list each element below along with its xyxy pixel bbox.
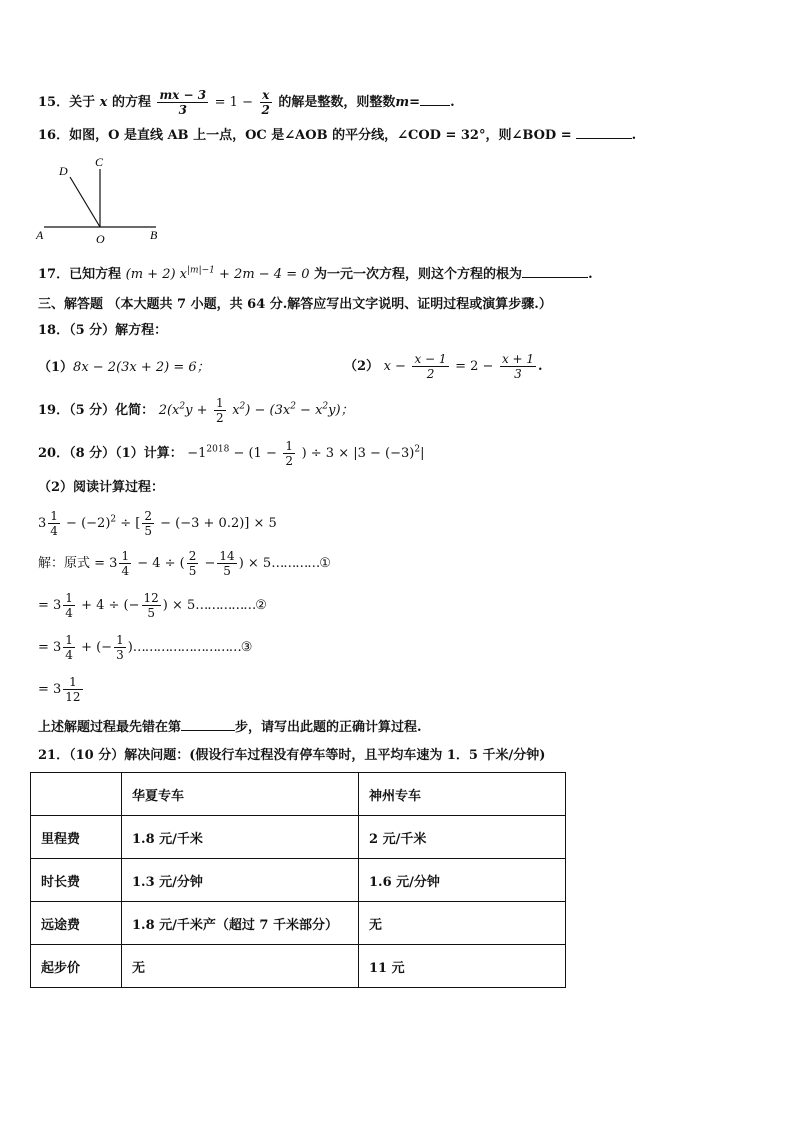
section-3-header: 三、解答题 （本大题共 7 小题，共 64 分.解答应写出文字说明、证明过程或演算步骤.） <box>38 297 552 312</box>
table-row <box>31 816 566 859</box>
angle-figure <box>34 155 164 245</box>
table-cell: 1.6 元/分钟 <box>359 859 566 902</box>
answer-blank <box>181 718 235 731</box>
question-number: 15． <box>38 95 70 110</box>
table-header-cell: 华夏专车 <box>122 773 359 816</box>
row-label: 里程费 <box>31 816 122 859</box>
table-row <box>31 902 566 945</box>
fraction: $\frac{x + 1}{3}$ <box>501 352 535 381</box>
table-header-cell: 神州专车 <box>359 773 566 816</box>
fraction: $\frac{1}{4}$ <box>65 633 73 662</box>
fee-table <box>30 772 566 988</box>
table-cell: 2 元/千米 <box>359 816 566 859</box>
fraction: $\frac{1}{2}$ <box>285 439 294 468</box>
fraction: $\frac{1}{12}$ <box>65 675 81 704</box>
label-c: C <box>95 155 104 169</box>
fraction: $\frac{x - 1}{2}$ <box>414 352 447 381</box>
table-row <box>31 945 566 988</box>
fraction: $\frac{1}{4}$ <box>65 591 73 620</box>
label-d: D <box>59 164 68 178</box>
question-20: 20．（8 分）（1）计算： $-1^{2018} - (1$ − $\frac{1}{2}$ ) ÷ $3 \times |3 - (-3)^2|$ <box>38 439 425 468</box>
fraction: $\frac{x}{2}$ <box>261 88 270 117</box>
fraction: $\frac{1}{3}$ <box>116 633 124 662</box>
fraction: $\frac{mx - 3}{3}$ <box>159 88 207 117</box>
question-20-tail: 上述解题过程最先错在第 步，请写出此题的正确计算过程. <box>38 720 422 735</box>
fraction: $\frac{14}{5}$ <box>219 549 235 578</box>
step-marker: ① <box>319 556 331 571</box>
table-cell: 1.3 元/分钟 <box>122 859 359 902</box>
table-header-row <box>31 773 566 816</box>
answer-blank <box>420 93 450 106</box>
table-cell: 11 元 <box>359 945 566 988</box>
answer-blank <box>522 265 588 278</box>
question-number: 16． <box>38 128 70 143</box>
solution-step-4: = 3 $\frac{1}{12}$ <box>38 675 81 704</box>
ray-od <box>70 177 100 227</box>
row-label: 起步价 <box>31 945 122 988</box>
fraction: $\frac{12}{5}$ <box>143 591 159 620</box>
label-o: O <box>96 232 105 245</box>
question-17: 17．已知方程 (m + 2) $x^{|m|-1} + 2m - 4 = 0$ 为一元一次方程，则这个方程的根为 . <box>38 265 593 282</box>
table-cell: 无 <box>122 945 359 988</box>
fraction: $\frac{1}{2}$ <box>216 396 224 425</box>
fraction: $\frac{1}{4}$ <box>50 509 58 538</box>
question-20-part-2-head: （2）阅读计算过程： <box>38 480 165 495</box>
fraction: $\frac{2}{5}$ <box>188 549 197 578</box>
table-cell: 无 <box>359 902 566 945</box>
table-cell <box>31 773 122 816</box>
question-15: 15．关于 x 的方程 $\frac{mx - 3}{3}$ = 1 − $\frac{x}{2}$ 的解是整数，则整数m= . <box>38 88 455 117</box>
solution-step-3: = 3 $\frac{1}{4}$ + (− $\frac{1}{3}$ )………………………③ <box>38 633 253 662</box>
row-label: 远途费 <box>31 902 122 945</box>
label-b: B <box>150 228 158 242</box>
label-a: A <box>36 228 44 242</box>
question-18-part-1: （1）8x − 2(3x + 2) = 6； <box>38 360 210 375</box>
question-16: 16．如图，O 是直线 AB 上一点，OC 是∠AOB 的平分线，∠COD = 32°，则∠BOD = . <box>38 128 637 143</box>
fraction: $\frac{2}{5}$ <box>144 509 152 538</box>
table-cell: 1.8 元/千米产（超过 7 千米部分） <box>122 902 359 945</box>
question-18-head: 18．（5 分）解方程： <box>38 323 168 338</box>
question-21-head: 21．（10 分）解决问题：(假设行车过程没有停车等时，且平均车速为 1．5 千米/分钟) <box>38 748 546 763</box>
table-cell: 1.8 元/千米 <box>122 816 359 859</box>
step-marker: ② <box>255 598 267 613</box>
answer-blank <box>576 126 632 139</box>
question-18-part-2: （2） x − $\frac{x - 1}{2}$ = 2 − $\frac{x + 1}{3}$ . <box>344 352 543 381</box>
fraction: $\frac{1}{4}$ <box>121 549 130 578</box>
given-expression: 3 $\frac{1}{4}$ − $(-2)^2$ ÷ [ $\frac{2}{5}$ − (−3 + 0.2)] × 5 <box>38 509 277 538</box>
solution-step-2: = 3 $\frac{1}{4}$ + 4 ÷ (− $\frac{12}{5}$ ) × 5……………② <box>38 591 267 620</box>
question-19: 19．（5 分）化简： $2(x^2y$ + $\frac{1}{2}$ $x^2) - (3x^2 - x^2y)$； <box>38 396 354 425</box>
question-number: 17． <box>38 267 70 282</box>
table-row <box>31 859 566 902</box>
row-label: 时长费 <box>31 859 122 902</box>
solution-step-1: 解：原式 = 3 $\frac{1}{4}$ − 4 ÷ ( $\frac{2}{5}$ − $\frac{14}{5}$ ) × 5…………① <box>38 549 331 578</box>
step-marker: ③ <box>240 640 253 655</box>
